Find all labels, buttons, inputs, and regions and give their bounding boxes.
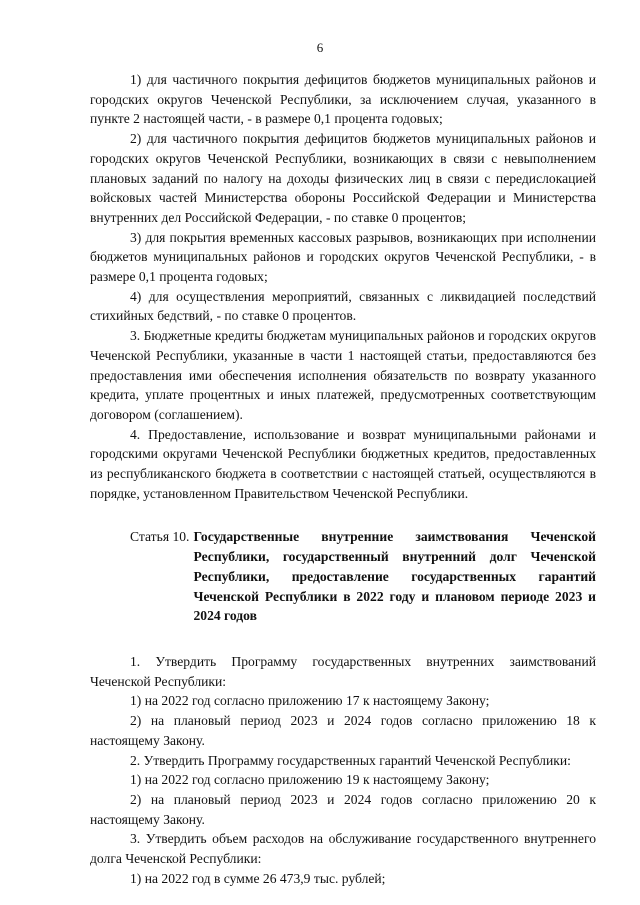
document-body	[90, 70, 596, 888]
paragraph: 4) для осуществления мероприятий, связанных с ликвидацией последствий стихийных бедствий, - по ставке 0 процентов.	[90, 288, 596, 324]
page-number: 6	[316, 40, 324, 55]
paragraph: 2. Утвердить Программу государственных гарантий Чеченской Республики:	[130, 752, 571, 768]
paragraph: 3) для покрытия временных кассовых разрывов, возникающих при исполнении бюджетов муниципальных районов и городских округов Чеченской Республики, - в размере 0,1 процента годовых;	[90, 229, 596, 285]
article-title: Государственные внутренние заимствования Чеченской Республики, государственный внутренний долг Чеченской Республики, предоставление государственных гарантий Чеченской Республики в 2022 году и плановом периоде 2023 и 2024 годов	[193, 529, 596, 624]
paragraph: 3. Бюджетные кредиты бюджетам муниципальных районов и городских округов Чеченской Республики, указанные в части 1 настоящей статьи, предоставляются без предоставления ими обеспечения исполнения обязательств по возврату указанного кредита, уплате процентных и иных платежей, предусмотренных соответствующим договором (соглашением).	[90, 328, 596, 422]
paragraph: 1) для частичного покрытия дефицитов бюджетов муниципальных районов и городских округов Чеченской Республики, за исключением случая, указанного в пункте 2 настоящей части, - в размере 0,1 процента годовых;	[90, 72, 596, 127]
paragraph: 1) на 2022 год согласно приложению 19 к настоящему Закону;	[130, 772, 490, 788]
paragraph: 2) на плановый период 2023 и 2024 годов согласно приложению 18 к настоящему Закону.	[90, 713, 596, 748]
paragraph: 1) на 2022 год в сумме 26 473,9 тыс. рублей;	[130, 870, 386, 886]
paragraph: 4. Предоставление, использование и возврат муниципальными районами и городскими округами Чеченской Республики бюджетных кредитов, предоставленных из республиканского бюджета в соответствии с настоящей статьей, осуществляются в порядке, установленном Правительством Чеченской Республики.	[90, 426, 596, 501]
paragraph: 1) на 2022 год согласно приложению 17 к настоящему Закону;	[130, 693, 490, 709]
paragraph: 1. Утвердить Программу государственных внутренних заимствований Чеченской Республики:	[90, 653, 596, 689]
paragraph: 3. Утвердить объем расходов на обслуживание государственного внутреннего долга Чеченской Республики:	[90, 831, 596, 867]
paragraph: 2) для частичного покрытия дефицитов бюджетов муниципальных районов и городских округов Чеченской Республики, возникающих в связи с невыполнением плановых заданий по налогу на доходы физических лиц в связи с передислокацией войсковых частей Министерства обороны Российской Федерации и Министерства внутренних дел Российской Федерации, - по ставке 0 процентов;	[90, 131, 596, 225]
article-label: Статья 10.	[130, 529, 190, 545]
article-heading	[90, 527, 596, 626]
paragraph: 2) на плановый период 2023 и 2024 годов согласно приложению 20 к настоящему Закону.	[90, 791, 596, 827]
